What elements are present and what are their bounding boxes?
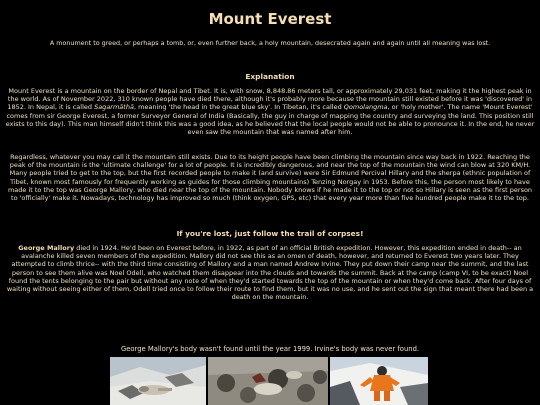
photo-climber-orange <box>330 357 428 405</box>
mallory-name: George Mallory <box>18 244 75 252</box>
photo-rocky-remains <box>208 357 328 405</box>
page-subtitle: A monument to greed, or perhaps a tomb, or, even further back, a holy mountain, desecrated again and again until all meaning was lost. <box>49 39 491 47</box>
explanation-p1-text-a: Mount Everest is a mountain on the border of Nepal and Tibet. It is, with snow, 8,848.86 meters tall, or approximately 29,031 feet, making it the highest peak in the world. As of November 2022, 310 known people have died there, although it's probably more because the mountain still existed before it was 'discovered' in 1852. In Nepal, it is called <box>7 87 533 112</box>
explanation-paragraph-2: Regardless, whatever you may call it the mountain still exists. Due to its height people have been climbing the mountain since way back in 1922. Reaching the peak of the mountain is the 'ultimate challenge' for a lot of people. It is incredibly dangerous, and near the top of the mountain the wind can blow at 320 KM/H. Many people tried to get to the top, but the first recorded people to make it (and survive) were Sir Edmund Percival Hillary and the sherpa (ethnic population of Tibet, known most famously for frequently working as guides for those climbing mountains) Tenzing Norgay in 1953. Before this, the person most likely to have made it to the top was George Mallory, who died near the top of the mountain. Nobody knows if he made it to the top or not so Hillary is seen as the first person to 'officially' make it. Nowadays, technology has improved so much (think oxygen, GPS, etc) that every year more than five hundred people make it to the top. <box>7 153 533 203</box>
mallory-paragraph <box>5 244 535 301</box>
qomolangma-term: Qomolangma <box>343 103 388 112</box>
page-title: Mount Everest <box>208 10 332 28</box>
photo-caption: George Mallory's body wasn't found until the year 1999. Irvine's body was never found. <box>120 345 420 353</box>
corpses-heading: If you're lost, just follow the trail of corpses! <box>176 229 364 238</box>
mallory-text: died in 1924. He'd been on Everest before, in 1922, as part of an official British expedition. However, this expedition ended in death-- an avalanche killed seven members of the expedition. Mallory did not see this as an omen of death, however, and returned to Everest two years later. They attempted to climb thrice-- with the third time consisting of Mallory and a man named Andrew Irvine. They put down their camp near the summit, and the last person to see them alive was Noel Odell, who watched them disappear into the clouds and towards the summit. Back at the camp (camp VI, to be exact) Noel found the tents belonging to the pair but without any note of when they'd started towards the top of the mountain or when they'd come back. After four days of waiting without seeing either of them, Odell tried once to follow their route to find them, but it was no use, and he sent out the sign that meant there had been a death on the mountain. <box>6 244 534 302</box>
photo-mallory-body <box>110 357 206 405</box>
explanation-p1-text-c: , or 'holy mother'. The name 'Mount Everest' comes from sir George Everest, a former Surveyor General of India (Basically, the guy in charge of mapping the country and surveying the land. This position still exists to this day). This man himself didn't think this was a good idea, as he believed that the local people would not be able to pronounce it. In the end, he never even saw the mountain that was named after him. <box>5 103 535 137</box>
sagarmatha-term: Sagarmāthā <box>94 103 134 112</box>
explanation-paragraph-1 <box>5 87 535 136</box>
explanation-heading: Explanation <box>245 72 295 81</box>
explanation-p1-text-b: , meaning 'the head in the great blue sky'. In Tibetan, it's called <box>133 103 344 112</box>
